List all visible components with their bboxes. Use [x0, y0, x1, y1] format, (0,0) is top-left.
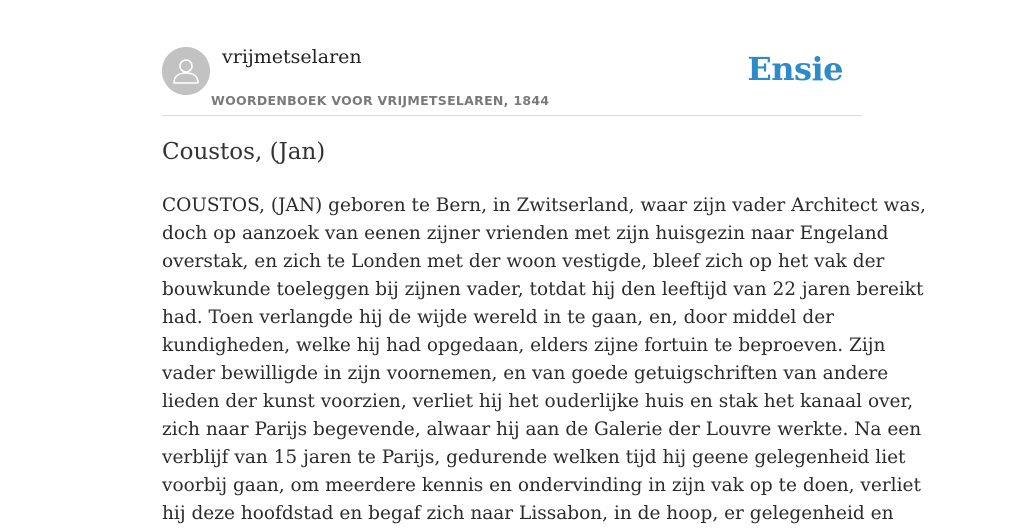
user-silhouette-icon [162, 47, 210, 95]
article-title: Coustos, (Jan) [162, 139, 326, 165]
body-line: vader bewilligde in zijn voornemen, en van goede getuigschriften van andere [162, 363, 889, 384]
page-header [162, 0, 862, 116]
body-line: verblijf van 15 jaren te Parijs, gedurende welken tijd hij geene gelegenheid liet [162, 447, 906, 468]
author-name[interactable]: vrijmetselaren [222, 46, 362, 68]
body-line: COUSTOS, (JAN) geboren te Bern, in Zwitserland, waar zijn vader Architect was, [162, 195, 926, 216]
body-line: doch op aanzoek van eenen zijner vrienden met zijn huisgezin naar Engeland [162, 223, 889, 244]
article-body [162, 192, 926, 528]
body-line: lieden der kunst voorzien, verliet hij het ouderlijke huis en stak het kanaal over, [162, 391, 914, 412]
body-line: kundigheden, welke hij had opgedaan, elders zijne fortuin te beproeven. Zijn [162, 335, 886, 356]
body-line: bouwkunde toeleggen bij zijnen vader, totdat hij den leeftijd van 22 jaren bereikt [162, 279, 924, 300]
body-line: overstak, en zich te Londen met der woon vestigde, bleef zich op het vak der [162, 251, 885, 272]
author-avatar[interactable] [162, 47, 210, 95]
body-line: hij deze hoofdstad en begaf zich naar Lissabon, in de hoop, er gelegenheid en [162, 503, 894, 524]
body-line: zich naar Parijs begevende, alwaar hij aan de Galerie der Louvre werkte. Na een [162, 419, 922, 440]
source-label[interactable]: WOORDENBOEK VOOR VRIJMETSELAREN, 1844 [211, 93, 550, 108]
body-line: had. Toen verlangde hij de wijde wereld in te gaan, en, door middel der [162, 307, 834, 328]
ensie-logo[interactable]: Ensie [747, 50, 843, 88]
body-line: voorbij gaan, om meerdere kennis en ondervinding in zijn vak op te doen, verliet [162, 475, 921, 496]
